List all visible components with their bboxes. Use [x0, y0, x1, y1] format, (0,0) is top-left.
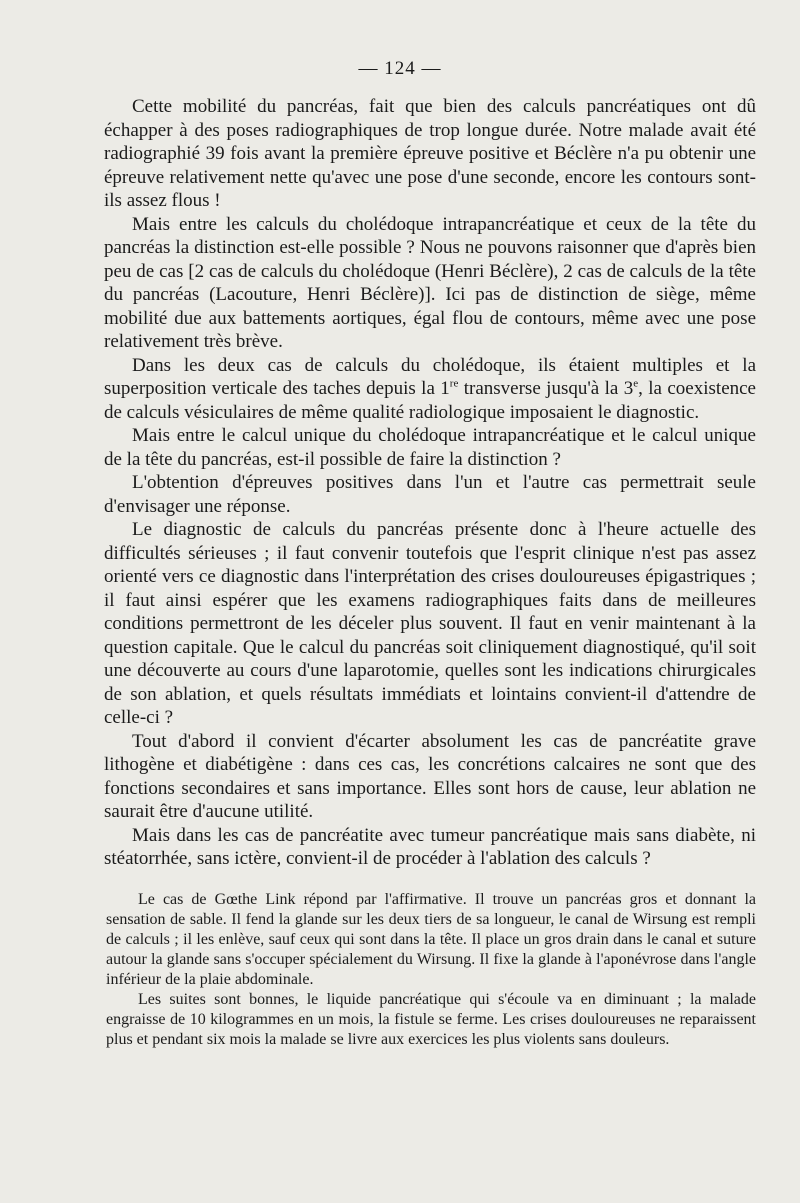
page-number: — 124 —: [358, 58, 442, 79]
paragraph: [104, 354, 756, 425]
note-paragraph: Le cas de Gœthe Link répond par l'affirmative. Il trouve un pancréas gros et donnant la sensation de sable. Il fend la glande sur les deux tiers de sa longueur, le canal de Wirsung est rempli de calculs ; il les enlève, sauf ceux qui sont dans la tête. Il place un gros drain dans le canal et suture autour la glande sans s'occuper spécialement du Wirsung. Il fixe la glande à l'aponévrose dans l'angle inférieur de la plaie abdominale.: [106, 890, 756, 988]
paragraph-text: Dans les deux cas de calculs du cholédoque, ils étaient multiples et la superposition verticale des taches depuis la 1: [104, 354, 756, 399]
note-paragraph: Les suites sont bonnes, le liquide pancréatique qui s'écoule va en diminuant ; la malade engraisse de 10 kilogrammes en un mois, la fistule se ferme. Les crises douloureuses ne reparaissent plus et pendant six mois la malade se livre aux exercices les plus violents sans douleurs.: [106, 990, 756, 1048]
paragraph: Mais dans les cas de pancréatite avec tumeur pancréatique mais sans diabète, ni stéatorrhée, sans ictère, convient-il de procéder à l'ablation des calculs ?: [104, 824, 756, 869]
paragraph: Mais entre le calcul unique du cholédoque intrapancréatique et le calcul unique de la tête du pancréas, est-il possible de faire la distinction ?: [104, 425, 756, 470]
paragraph-text: transverse jusqu'à la 3: [458, 378, 634, 399]
ordinal-suffix: e: [633, 377, 639, 390]
paragraph: L'obtention d'épreuves positives dans l'un et l'autre cas permettrait seule d'envisager une réponse.: [104, 472, 756, 517]
body-text: [104, 95, 756, 871]
paragraph: Le diagnostic de calculs du pancréas présente donc à l'heure actuelle des difficultés sérieuses ; il faut convenir toutefois que l'esprit clinique n'est pas assez orienté vers ce diagnostic dans l'interprétation des crises douloureuses épigastriques ; il faut ainsi espérer que les examens radiographiques faits dans de meilleures conditions permettront de les déceler plus souvent. Il faut en venir maintenant à la question capitale. Que le calcul du pancréas soit cliniquement diagnostiqué, qu'il soit une découverte au cours d'une laparotomie, quelles sont les indications chirurgicales de son ablation, et quels résultats immédiats et lointains convient-il d'attendre de celle-ci ?: [104, 519, 756, 728]
paragraph: Cette mobilité du pancréas, fait que bien des calculs pancréatiques ont dû échapper à des poses radiographiques de trop longue durée. Notre malade avait été radiographié 39 fois avant la première épreuve positive et Béclère n'a pu obtenir une épreuve relativement nette qu'avec une pose d'une seconde, encore les contours sont-ils assez flous !: [104, 96, 756, 211]
case-note: [104, 890, 756, 1050]
paragraph-text: , la coexistence de calculs vésiculaires de même qualité radiologique imposaient le diagnostic.: [104, 378, 756, 423]
paragraph: Tout d'abord il convient d'écarter absolument les cas de pancréatite grave lithogène et diabétigène : dans ces cas, les concrétions calcaires ne sont que des fonctions secondaires et sans importance. Elles sont hors de cause, leur ablation ne saurait être d'aucune utilité.: [104, 730, 756, 822]
paragraph: Mais entre les calculs du cholédoque intrapancréatique et ceux de la tête du pancréas la distinction est-elle possible ? Nous ne pouvons raisonner que d'après bien peu de cas [2 cas de calculs du cholédoque (Henri Béclère), 2 cas de calculs de la tête du pancréas (Lacouture, Henri Béclère)]. Ici pas de distinction de siège, même mobilité due aux battements aortiques, égal flou de contours, même avec une pose relativement très brève.: [104, 213, 756, 352]
ordinal-suffix: re: [449, 377, 459, 390]
